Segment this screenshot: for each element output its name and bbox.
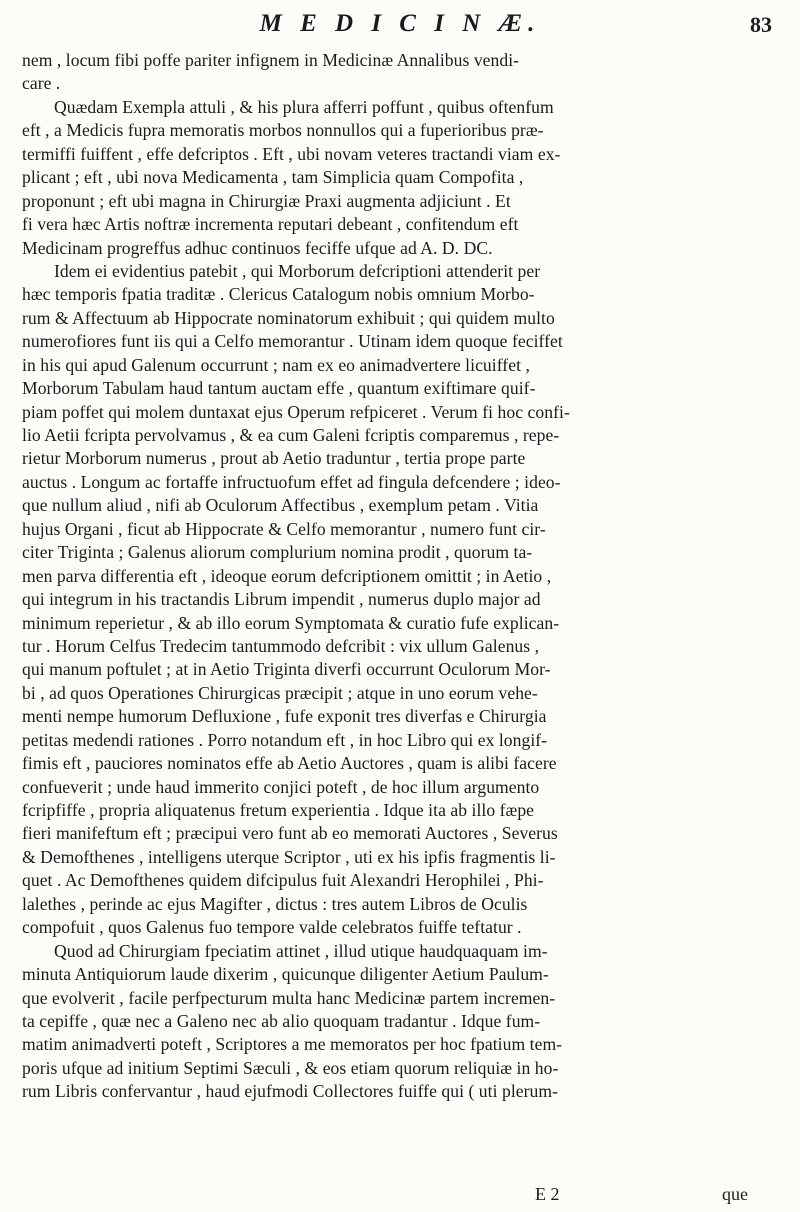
text-line: matim animadverti poteft , Scriptores a me memoratos per hoc fpatium tem- bbox=[22, 1034, 563, 1055]
text-line: proponunt ; eft ubi magna in Chirurgiæ Praxi augmenta adjiciunt . Et bbox=[22, 190, 511, 211]
text-line: men parva differentia eft , ideoque eorum defcriptionem omittit ; in Aetio , bbox=[22, 565, 552, 586]
text-line: tur . Horum Celfus Tredecim tantummodo defcribit : vix ullum Galenus , bbox=[22, 635, 540, 656]
signature-mark: E 2 bbox=[535, 1184, 560, 1204]
text-line: compofuit , quos Galenus fuo tempore valde celebratos fuiffe teftatur . bbox=[22, 917, 522, 938]
text-line: piam poffet qui molem duntaxat ejus Operum refpiceret . Verum fi hoc confi- bbox=[22, 401, 570, 422]
text-line: que evolverit , facile perfpecturum multa hanc Medicinæ partem incremen- bbox=[22, 987, 556, 1008]
text-line: fcripfiffe , propria aliquatenus fretum experientia . Idque ita ab illo fæpe bbox=[22, 800, 535, 820]
text-line: Medicinam progreffus adhuc continuos feciffe ufque ad A. D. DC. bbox=[22, 237, 493, 258]
text-line: menti nempe humorum Defluxione , fufe exponit tres diverfas e Chirurgia bbox=[22, 706, 547, 727]
text-line: bi , ad quos Operationes Chirurgicas præcipit ; atque in uno eorum vehe- bbox=[22, 682, 538, 703]
text-line: confueverit ; unde haud immerito conjici poteft , de hoc illum argumento bbox=[22, 776, 540, 797]
text-line: poris ufque ad initium Septimi Sæculi , & eos etiam quorum reliquiæ in ho- bbox=[22, 1057, 559, 1078]
text-line: qui manum poftulet ; at in Aetio Triginta diverfi occurrunt Oculorum Mor- bbox=[22, 659, 551, 680]
text-line: minuta Antiquiorum laude dixerim , quicunque diligenter Aetium Paulum- bbox=[22, 964, 549, 985]
text-line: eft , a Medicis fupra memoratis morbos nonnullos qui a fuperioribus præ- bbox=[22, 120, 544, 141]
text-line: minimum reperietur , & ab illo eorum Symptomata & curatio fufe explican- bbox=[22, 612, 560, 633]
text-line: rum Libris confervantur , haud ejufmodi Collectores fuiffe qui ( uti plerum- bbox=[22, 1081, 559, 1102]
text-line: ta cepiffe , quæ nec a Galeno nec ab alio quoquam tradantur . Idque fum- bbox=[22, 1010, 541, 1031]
text-line: plicant ; eft , ubi nova Medicamenta , tam Simplicia quam Compofita , bbox=[22, 167, 524, 188]
text-line: rum & Affectuum ab Hippocrate nominatorum exhibuit ; qui quidem multo bbox=[22, 307, 555, 328]
text-line: fimis eft , pauciores nominatos effe ab Aetio Auctores , quam is alibi facere bbox=[22, 753, 557, 774]
text-line: hæc temporis fpatia traditæ . Clericus Catalogum nobis omnium Morbo- bbox=[22, 284, 535, 305]
page-number: 83 bbox=[750, 12, 772, 37]
catchword: que bbox=[722, 1184, 748, 1204]
text-line: Idem ei evidentius patebit , qui Morborum defcriptioni attenderit per bbox=[54, 260, 541, 281]
body-text bbox=[22, 49, 800, 1104]
text-line: hujus Organi , ficut ab Hippocrate & Celfo memorantur , numero funt cir- bbox=[22, 518, 546, 539]
running-title: M E D I C I N Æ. bbox=[259, 10, 541, 37]
text-line: citer Triginta ; Galenus aliorum complurium nomina prodit , quorum ta- bbox=[22, 542, 533, 563]
text-line: & Demofthenes , intelligens uterque Scriptor , uti ex his ipfis fragmentis li- bbox=[22, 846, 556, 867]
text-line: termiffi fuiffent , effe defcriptos . Eft , ubi novam veteres tractandi viam ex- bbox=[22, 143, 561, 164]
text-line: fieri manifeftum eft ; præcipui vero funt ab eo memorati Auctores , Severus bbox=[22, 823, 558, 844]
text-line: auctus . Longum ac fortaffe infructuofum effet ad fingula defcendere ; ideo- bbox=[22, 471, 561, 492]
text-line: care . bbox=[22, 73, 61, 94]
text-line: numerofiores funt iis qui a Celfo memorantur . Utinam idem quoque feciffet bbox=[22, 331, 563, 352]
text-line: Quod ad Chirurgiam fpeciatim attinet , illud utique haudquaquam im- bbox=[54, 940, 548, 961]
text-line: qui integrum in his tractandis Librum impendit , numerus duplo major ad bbox=[22, 589, 541, 610]
text-line: lalethes , perinde ac ejus Magifter , dictus : tres autem Libros de Oculis bbox=[22, 893, 528, 914]
text-line: in his qui apud Galenum occurrunt ; nam ex eo animadvertere licuiffet , bbox=[22, 354, 530, 375]
text-line: petitas medendi rationes . Porro notandum eft , in hoc Libro qui ex longif- bbox=[22, 729, 548, 750]
running-head bbox=[0, 10, 800, 50]
text-line: Morborum Tabulam haud tantum auctam effe , quantum exiftimare quif- bbox=[22, 378, 536, 399]
text-line: fi vera hæc Artis noftræ incrementa reputari debeant , confitendum eft bbox=[22, 214, 519, 235]
text-line: nem , locum fibi poffe pariter infignem in Medicinæ Annalibus vendi- bbox=[22, 50, 520, 70]
text-line: Quædam Exempla attuli , & his plura afferri poffunt , quibus oftenfum bbox=[54, 96, 554, 117]
text-line: quet . Ac Demofthenes quidem difcipulus fuit Alexandri Herophilei , Phi- bbox=[22, 870, 544, 891]
text-line: que nullum aliud , nifi ab Oculorum Affectibus , exemplum petam . Vitia bbox=[22, 495, 539, 516]
text-line: lio Aetii fcripta pervolvamus , & ea cum Galeni fcriptis comparemus , repe- bbox=[22, 425, 560, 445]
text-line: rietur Morborum numerus , prout ab Aetio traduntur , tertia prope parte bbox=[22, 448, 526, 469]
